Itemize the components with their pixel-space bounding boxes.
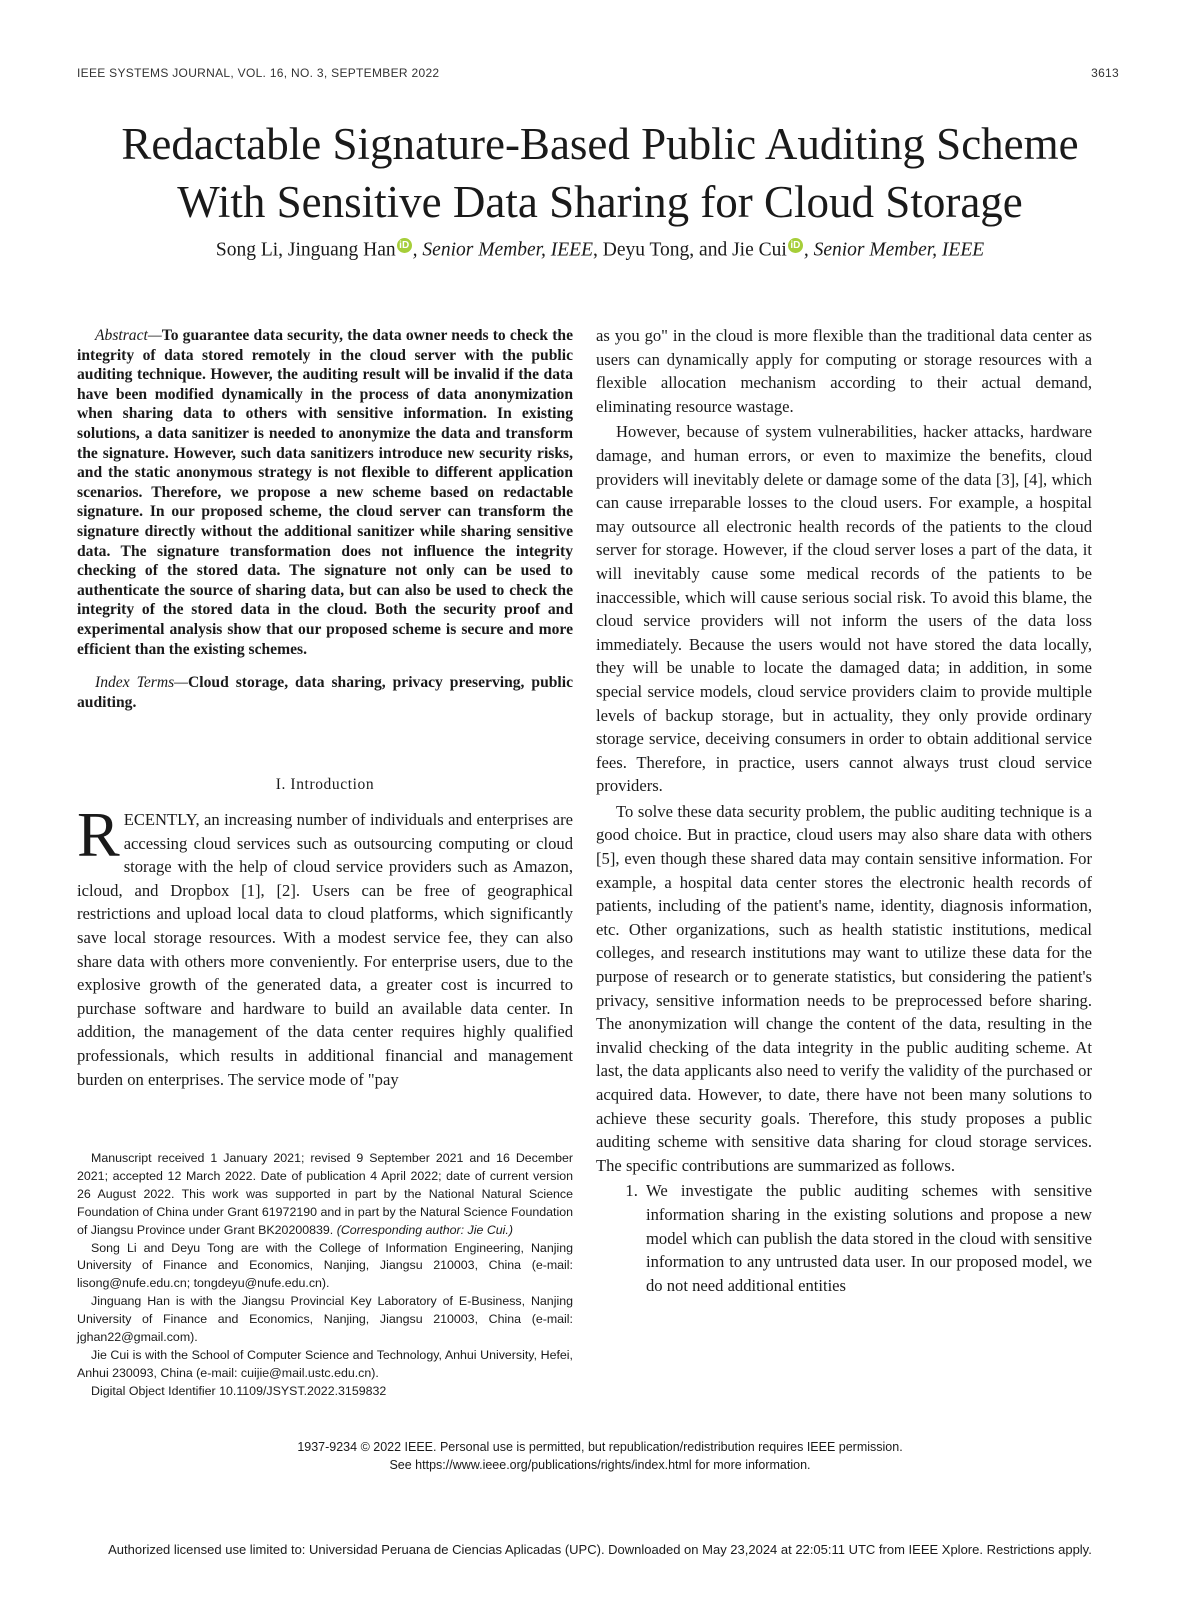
footnote-affiliation-2: Jinguang Han is with the Jiangsu Provincial Key Laboratory of E-Business, Nanjing University of Finance and Economics, Nanjing, Jiangsu 210003, China (e-mail: jghan22@gmail.com). [77, 1294, 573, 1345]
orcid-icon[interactable]: iD [397, 238, 412, 253]
abstract-text: To guarantee data security, the data owner needs to check the integrity of data stored remotely in the cloud server with the public auditing technique. However, the auditing result will be invalid if the data have been modified dynamically in the process of data anonymization when sharing data to others with sensitive information. In existing solutions, a data sanitizer is needed to anonymize the data and transform the signature. However, such data sanitizers introduce new security risks, and the static anonymous strategy is not flexible to different application scenarios. Therefore, we propose a new scheme based on redactable signature. In our proposed scheme, the cloud server can transform the signature directly without the additional sanitizer while sharing sensitive data. The signature transformation does not influence the integrity checking of the stored data. The signature not only can be used to authenticate the source of sharing data, but can also be used to check the integrity of the stored data in the cloud. Both the security proof and experimental analysis show that our proposed scheme is secure and more efficient than the existing schemes. [77, 327, 573, 658]
paragraph-data-sharing: To solve these data security problem, the public auditing technique is a good choice. But in practice, cloud users may also share data with others [5], even though these shared data may contain sensitive information. For example, a hospital data center stores the electronic health records of patients, including of the patient's name, identity, diagnosis information, etc. Other organizations, such as health statistic institutions, medical colleges, and research institutions may want to utilize these data for the purpose of research or to generate statistics, but considering the patient's privacy, sensitive information needs to be preprocessed before sharing. The anonymization will change the content of the data, resulting in the invalid checking of the data integrity in the public auditing scheme. At last, the data applicants also need to verify the validity of the purchased or acquired data. However, to date, there have not been many solutions to achieve these security goals. Therefore, this study proposes a public auditing scheme with sensitive data sharing for cloud storage services. The specific contributions are summarized as follows. [596, 801, 1092, 1175]
title-line-2: With Sensitive Data Sharing for Cloud Storage [177, 177, 1023, 227]
introduction-paragraph [77, 799, 573, 1091]
index-terms-text: Cloud storage, data sharing, privacy preserving, public auditing. [77, 674, 573, 711]
contribution-item-1: 1. We investigate the public auditing schemes with sensitive information sharing in the existing solutions and propose a new model which can publish the data stored in the cloud with sensitive information to any untrusted data user. In our proposed model, we do not need additional entities [642, 1179, 1092, 1297]
author-role-1: , Senior Member, IEEE [412, 239, 593, 261]
intro-text: ECENTLY, an increasing number of individuals and enterprises are accessing cloud services such as outsourcing computing or cloud storage with the help of cloud service providers such as Amazon, icloud, and Dropbox [1], [2]. Users can be free of geographical restrictions and upload local data to cloud platforms, which significantly save local storage resources. With a modest service fee, they can also share data with others more conveniently. For enterprise users, due to the explosive growth of the generated data, a greater cost is incurred to purchase software and hardware to build an available data center. In addition, the management of the data center requires highly qualified professionals, which results in additional financial and management burden on enterprises. The service mode of "pay [77, 810, 573, 1089]
section-heading-introduction: I. Introduction [275, 776, 375, 793]
abstract-lead: Abstract— [95, 327, 162, 344]
footnotes [77, 1150, 573, 1401]
running-header-journal: IEEE SYSTEMS JOURNAL, VOL. 16, NO. 3, SEPTEMBER 2022 [77, 66, 440, 80]
footnote-manuscript: Manuscript received 1 January 2021; revised 9 September 2021 and 16 December 2021; accepted 12 March 2022. Date of publication 4 April 2022; date of current version 26 August 2022. This work was supported in part by the National Natural Science Foundation of China under Grant 61972190 and in part by the Natural Science Foundation of Jiangsu Province under Grant BK20200839. [77, 1151, 573, 1237]
index-terms-lead: Index Terms— [95, 674, 189, 692]
footnote-affiliation-3: Jie Cui is with the School of Computer Science and Technology, Anhui University, Hefei, Anhui 230093, China (e-mail: cuijie@mail.ustc.edu.cn). [77, 1347, 573, 1380]
paragraph-security-risks: However, because of system vulnerabilities, hacker attacks, hardware damage, and human errors, or even to maximize the benefits, cloud providers will inevitably delete or damage some of the data [3], [4], which can cause irreparable losses to the cloud users. For example, a hospital may outsource all electronic health records of the patients to the cloud server for storage. However, if the cloud server loses a part of the data, it will inevitably cause some medical records of the patients to be inaccessible, which will cause serious social risk. To avoid this blame, the cloud service providers will not inform the users of the data loss immediately. Because the users would not have stored the data locally, they will be unable to locate the damaged data; in addition, in some special service models, cloud service providers claim to provide multiple levels of backup storage, but in actuality, they only provide ordinary storage service, deceiving consumers in order to obtain additional service fees. Therefore, in practice, users cannot always trust cloud service providers. [596, 422, 1092, 796]
drop-cap: R [77, 799, 120, 870]
copyright-line-2: See https://www.ieee.org/publications/rights/index.html for more information. [389, 1458, 811, 1472]
authorization-footer: Authorized licensed use limited to: Universidad Peruana de Ciencias Aplicadas (UPC). Downloaded on May 23,2024 at 22:05:11 UTC from IEEE Xplore. Restrictions apply. [108, 1542, 1092, 1557]
footnote-affiliation-1: Song Li and Deyu Tong are with the College of Information Engineering, Nanjing University of Finance and Economics, Nanjing, Jiangsu 210003, China (e-mail: lisong@nufe.edu.cn; tongdeyu@nufe.edu.cn). [77, 1240, 573, 1291]
abstract [77, 326, 573, 712]
paper-title [40, 115, 1160, 231]
right-column [596, 324, 1092, 1297]
author-names-2: , Deyu Tong, and Jie Cui [593, 239, 787, 261]
footnote-corresponding: (Corresponding author: Jie Cui.) [333, 1222, 513, 1237]
orcid-icon[interactable]: iD [788, 238, 803, 253]
footnote-doi: Digital Object Identifier 10.1109/JSYST.2022.3159832 [91, 1383, 387, 1398]
copyright-line-1: 1937-9234 © 2022 IEEE. Personal use is permitted, but republication/redistribution requires IEEE permission. [297, 1440, 903, 1454]
author-role-2: , Senior Member, IEEE [803, 239, 985, 261]
running-header-page-number: 3613 [1091, 66, 1119, 80]
author-names-1: Song Li, Jinguang Han [215, 239, 396, 261]
author-list [40, 238, 1160, 262]
copyright-notice [40, 1438, 1160, 1474]
continuation-paragraph: as you go" in the cloud is more flexible than the traditional data center as users can dynamically apply for computing or storage resources with a flexible allocation mechanism according to their actual demand, eliminating resource wastage. [596, 326, 1092, 416]
contributions-list [596, 1179, 1092, 1297]
title-line-1: Redactable Signature-Based Public Auditing Scheme [121, 119, 1079, 169]
